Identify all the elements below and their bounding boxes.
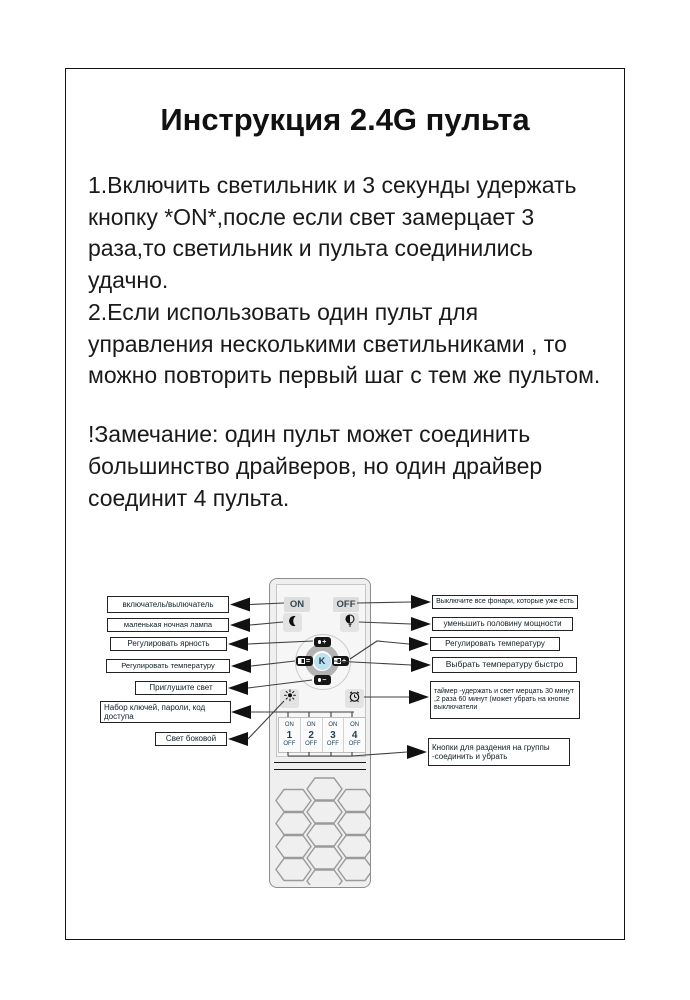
page-title: Инструкция 2.4G пульта <box>160 102 530 137</box>
group2-number: 2 <box>308 729 314 741</box>
brightness-up-button <box>314 637 331 647</box>
honeycomb-grip <box>272 758 370 885</box>
group4-number: 4 <box>351 729 358 741</box>
remote-button-panel <box>276 584 366 757</box>
group2-on-label: ON <box>306 722 316 729</box>
remote-control <box>269 578 371 888</box>
sun-minus-icon <box>318 678 322 682</box>
callout-adjust-temperature-left: Регулировать температуру <box>106 659 230 673</box>
callout-power-switch: включатель/вылючатель <box>107 596 229 613</box>
divider-line <box>274 769 366 770</box>
group-button-4 <box>344 718 365 752</box>
group4-on-label: ON <box>350 722 360 729</box>
sun-rays-icon <box>283 689 297 708</box>
callout-quick-temperature: Выбрать температуру быстро <box>432 657 577 673</box>
group-button-1 <box>279 718 301 752</box>
callout-side-light: Свет боковой <box>155 732 227 746</box>
kelvin-center-button: K <box>314 653 331 670</box>
group3-number: 3 <box>330 729 336 741</box>
alarm-clock-icon <box>348 690 361 708</box>
half-square-equal-icon <box>298 658 305 664</box>
half-power-button <box>340 613 359 632</box>
callout-turn-off-all: Выключите все фонари, которые уже есть <box>432 595 578 609</box>
group4-off-label: OFF <box>348 740 361 747</box>
side-light-button <box>280 689 299 708</box>
nav-right-label: + <box>341 657 347 665</box>
callout-adjust-brightness: Регулировать ярность <box>110 637 227 651</box>
brightness-down-button <box>314 675 331 685</box>
instruction-step-2: 2.Если использовать один пульт для управления несколькими светильниками , то можно повторить первый шаг с тем же пультом. <box>88 298 601 389</box>
group1-number: 1 <box>286 729 293 741</box>
callout-group-buttons: Кнопки для раздения на группы -соединить и убрать <box>428 738 570 766</box>
group-buttons-panel <box>278 717 366 753</box>
group2-off-label: OFF <box>305 740 318 747</box>
group3-on-label: ON <box>328 722 338 729</box>
group-button-2 <box>301 718 323 752</box>
callout-night-lamp: маленькая ночная лампа <box>107 618 229 632</box>
half-square-plus-icon <box>334 658 341 664</box>
callout-timer: таймер -удержать и свет мерцать 30 минут ,2 раза 60 минут (может убрать на кнопке выключатели <box>430 681 580 719</box>
divider-line <box>274 762 366 763</box>
sun-plus-icon <box>318 640 322 644</box>
temp-right-button <box>332 656 349 666</box>
off-button: OFF <box>333 597 359 612</box>
instruction-note: !Замечание: один пульт может соединить большинство драйверов, но один драйвер соединит 4 пульта. <box>88 421 543 511</box>
callout-adjust-temperature-right: Регулировать температуру <box>430 637 560 651</box>
nav-down-label: − <box>322 676 327 684</box>
group1-off-label: OFF <box>283 740 296 747</box>
callout-half-power: уменьшить половину мощности <box>432 617 573 631</box>
instruction-text <box>88 170 605 514</box>
on-button: ON <box>284 597 310 612</box>
temp-left-button <box>296 656 313 666</box>
group1-on-label: ON <box>284 722 294 729</box>
callout-dim-light: Приглушите свет <box>135 681 227 695</box>
night-lamp-button <box>283 613 302 632</box>
group3-off-label: OFF <box>326 740 339 747</box>
group-button-3 <box>323 718 345 752</box>
nav-up-label: + <box>322 638 327 646</box>
callout-key-set: Набор ключей, пароли, код доступа <box>100 701 231 723</box>
instruction-step-1: 1.Включить светильник и 3 секунды удержать кнопку *ON*,после если свет замерцает 3 раза,то светильник и пульта соединились удачно. <box>88 172 577 294</box>
nav-left-label: = <box>305 657 311 665</box>
moon-icon <box>287 614 299 632</box>
half-bulb-icon <box>344 614 356 632</box>
timer-button <box>345 689 364 708</box>
